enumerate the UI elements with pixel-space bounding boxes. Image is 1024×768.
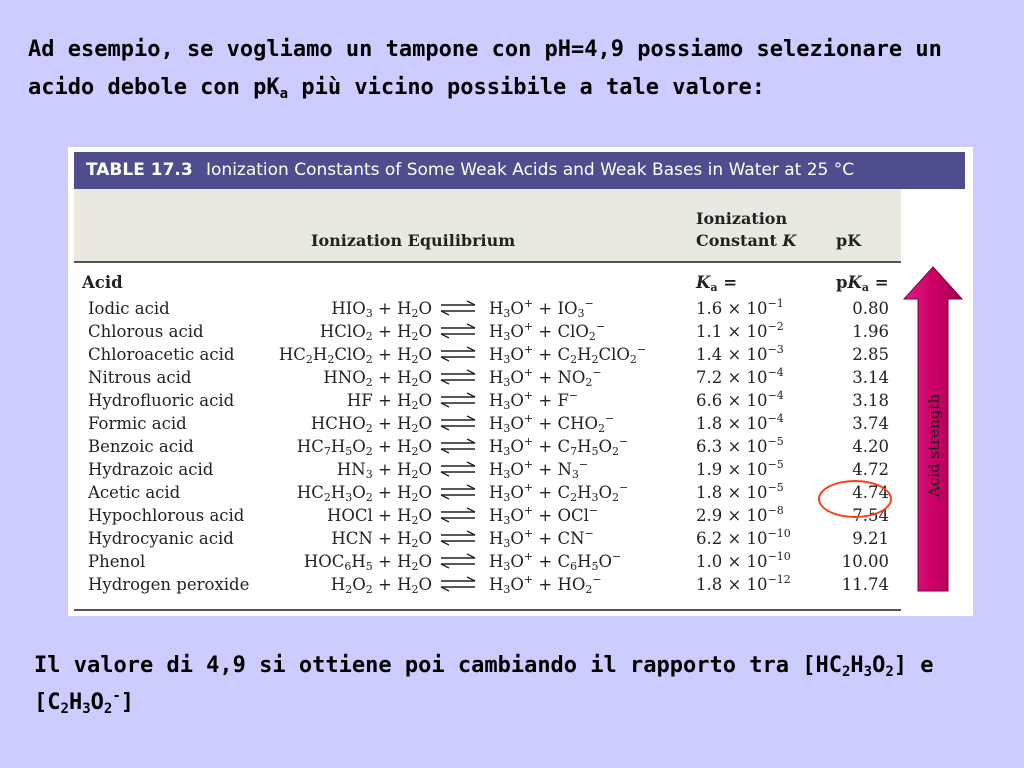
table-number: TABLE 17.3	[86, 160, 193, 180]
subheader-ka: $K_a$ =	[696, 273, 738, 294]
table-row: Hydrazoic acid $HN_3 + H_2O$ $H_3O^+ + N_3^-$ $1.9 \times 10^{-5}$ 4.72	[88, 458, 889, 481]
table-row: Chlorous acid HClO$_2$ + $H_2O$ $H_3O^+ + ClO_2^-$ $1.1 \times 10^{-2}$ 1.96	[88, 320, 889, 343]
highlight-circle	[818, 480, 892, 518]
table-title: Ionization Constants of Some Weak Acids and Weak Bases in Water at 25 °C	[206, 160, 855, 180]
table-row: Iodic acid $HIO_3 + H_2O$ $H_3O^+ + IO_3^-$ $1.6 \times 10^{-1}$ 0.80	[88, 297, 889, 320]
table-title-bar	[74, 152, 965, 189]
table-row: Hydrogen peroxide $H_2O_2 + H_2O$ $H_3O^+ + HO_2^-$ $1.8 \times 10^{-12}$ 11.74	[88, 573, 889, 596]
header-constant: Ionization Constant K	[696, 209, 797, 250]
table-row: Phenol $HOC_6H_5 + H_2O$ $H_3O^+ + C_6H_5O^-$ $1.0 \times 10^{-10}$ 10.00	[88, 550, 889, 573]
acid-strength-arrow	[902, 265, 964, 595]
table-row: Benzoic acid $HC_7H_5O_2 + H_2O$ $H_3O^+ + C_7H_5O_2^-$ $6.3 \times 10^{-5}$ 4.20	[88, 435, 889, 458]
table-image	[68, 147, 973, 616]
header-pk: pK	[836, 231, 862, 250]
header-equilibrium: Ionization Equilibrium	[311, 231, 516, 250]
subheader-pka: $pK_a$ =	[836, 273, 889, 294]
table-row: Chloroacetic acid $HC_2H_2ClO_2 + H_2O$ $H_3O^+ + C_2H_2ClO_2^-$ $1.4 \times 10^{-3}$ 2.85	[88, 343, 889, 366]
table-header	[74, 189, 901, 263]
table-row: Hypochlorous acid HOCl + $H_2O$ $H_3O^+ + OCl^-$ $2.9 \times 10^{-8}$ 7.54	[88, 504, 889, 527]
table-row: Formic acid $HCHO_2 + H_2O$ $H_3O^+ + CHO_2^-$ $1.8 \times 10^{-4}$ 3.74	[88, 412, 889, 435]
conclusion-text: Il valore di 4,9 si ottiene poi cambiando il rapporto tra $[HC_2H_3O_2]$ e $[C_2H_3O_2^-]$	[34, 653, 934, 717]
table-row: Acetic acid $HC_2H_3O_2 + H_2O$ $H_3O^+ + C_2H_3O_2^-$ $1.8 \times 10^{-5}$ 4.74	[88, 481, 889, 504]
table-row: Nitrous acid $HNO_2 + H_2O$ $H_3O^+ + NO_2^-$ $7.2 \times 10^{-4}$ 3.14	[88, 366, 889, 389]
table-row: Hydrofluoric acid HF + $H_2O$ $H_3O^+ + F^-$ $6.6 \times 10^{-4}$ 3.18	[88, 389, 889, 412]
table-body	[74, 263, 901, 611]
subheader-acid: Acid	[82, 273, 123, 292]
intro-text: Ad esempio, se vogliamo un tampone con pH=4,9 possiamo selezionare un acido debole con $pK_a$ più vicino possibile a tale valore:	[28, 37, 942, 102]
table-row: Hydrocyanic acid HCN + $H_2O$ $H_3O^+ + CN^-$ $6.2 \times 10^{-10}$ 9.21	[88, 527, 889, 550]
acid-strength-label: Acid strength	[925, 393, 943, 497]
